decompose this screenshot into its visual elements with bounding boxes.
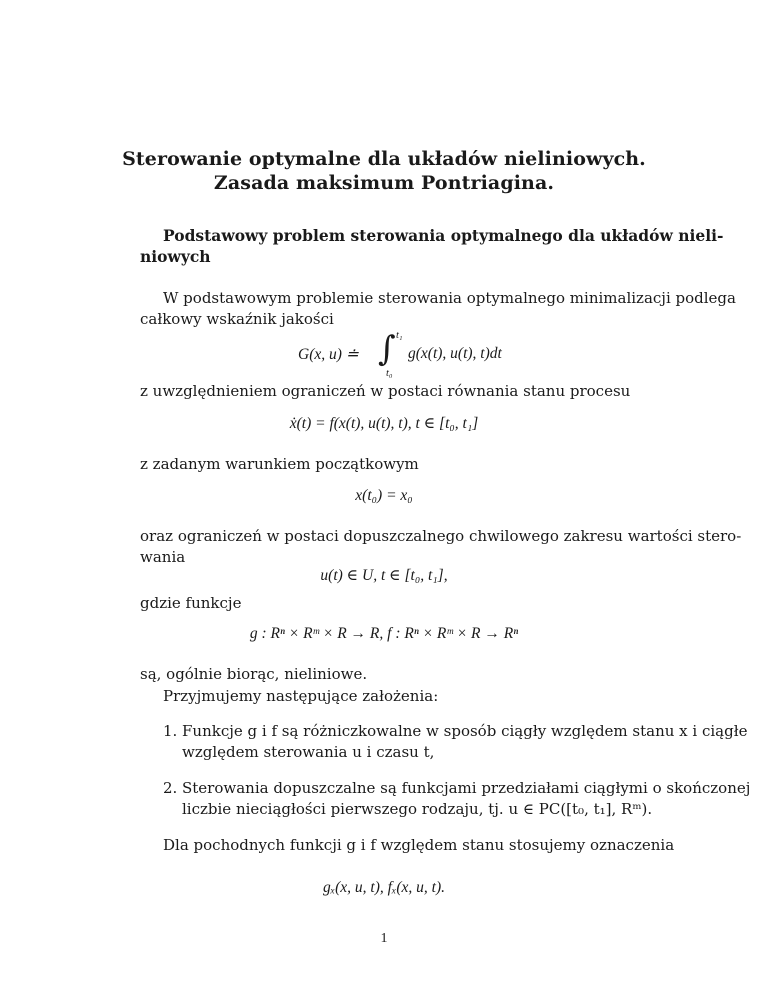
paragraph-5: gdzie funkcje [140, 594, 242, 612]
paragraph-1-line-1: W podstawowym problemie sterowania optymalnego minimalizacji podlega [163, 289, 736, 307]
integral-sign: ∫ [378, 329, 396, 369]
page-number: 1 [380, 931, 388, 946]
section-heading-line-2: niowych [140, 247, 211, 266]
integral-lhs: G(x, u) ≐ [298, 346, 359, 363]
integral-upper-limit: t₁ [396, 330, 403, 341]
functions-definition: g : Rⁿ × Rᵐ × R → R, f : Rⁿ × Rᵐ × R → Rⁿ [249, 625, 519, 642]
paragraph-2: z uwzględnieniem ograniczeń w postaci równania stanu procesu [140, 382, 631, 400]
list-item-1-number: 1. [163, 722, 178, 740]
title-line-1: Sterowanie optymalne dla układów nieliniowych. [122, 148, 646, 170]
integral-lower-limit: t₀ [386, 368, 393, 379]
list-item-1-line-2: względem sterowania u i czasu t, [182, 743, 435, 761]
paragraph-6: są, ogólnie biorąc, nieliniowe. [140, 665, 368, 683]
paragraph-4-line-2: wania [140, 548, 186, 566]
paragraph-4-line-1: oraz ograniczeń w postaci dopuszczalnego chwilowego zakresu wartości stero- [140, 527, 742, 545]
integral-rhs: g(x(t), u(t), t)dt [408, 345, 502, 362]
derivative-notation: gₓ(x, u, t), fₓ(x, u, t). [322, 879, 445, 896]
paragraph-3: z zadanym warunkiem początkowym [140, 455, 419, 473]
paragraph-7: Przyjmujemy następujące założenia: [163, 687, 439, 705]
list-item-2-number: 2. [163, 779, 178, 797]
list-item-2-line-1: Sterowania dopuszczalne są funkcjami przedziałami ciągłymi o skończonej [182, 779, 751, 797]
section-heading-line-1: Podstawowy problem sterowania optymalnego dla układów nieli- [163, 226, 724, 245]
initial-condition: x(t₀) = x₀ [355, 487, 413, 504]
control-constraint: u(t) ∈ U, t ∈ [t₀, t₁], [320, 567, 448, 584]
state-equation: ẋ(t) = f(x(t), u(t), t), t ∈ [t₀, t₁] [289, 415, 479, 432]
title-line-2: Zasada maksimum Pontriagina. [213, 172, 555, 194]
paragraph-8: Dla pochodnych funkcji g i f względem stanu stosujemy oznaczenia [163, 836, 675, 854]
list-item-1-line-1: Funkcje g i f są różniczkowalne w sposób ciągły względem stanu x i ciągłe [182, 722, 748, 740]
list-item-2-line-2: liczbie nieciągłości pierwszego rodzaju, tj. u ∈ PC([t₀, t₁], Rᵐ). [182, 800, 653, 818]
paragraph-1-line-2: całkowy wskaźnik jakości [140, 310, 334, 328]
